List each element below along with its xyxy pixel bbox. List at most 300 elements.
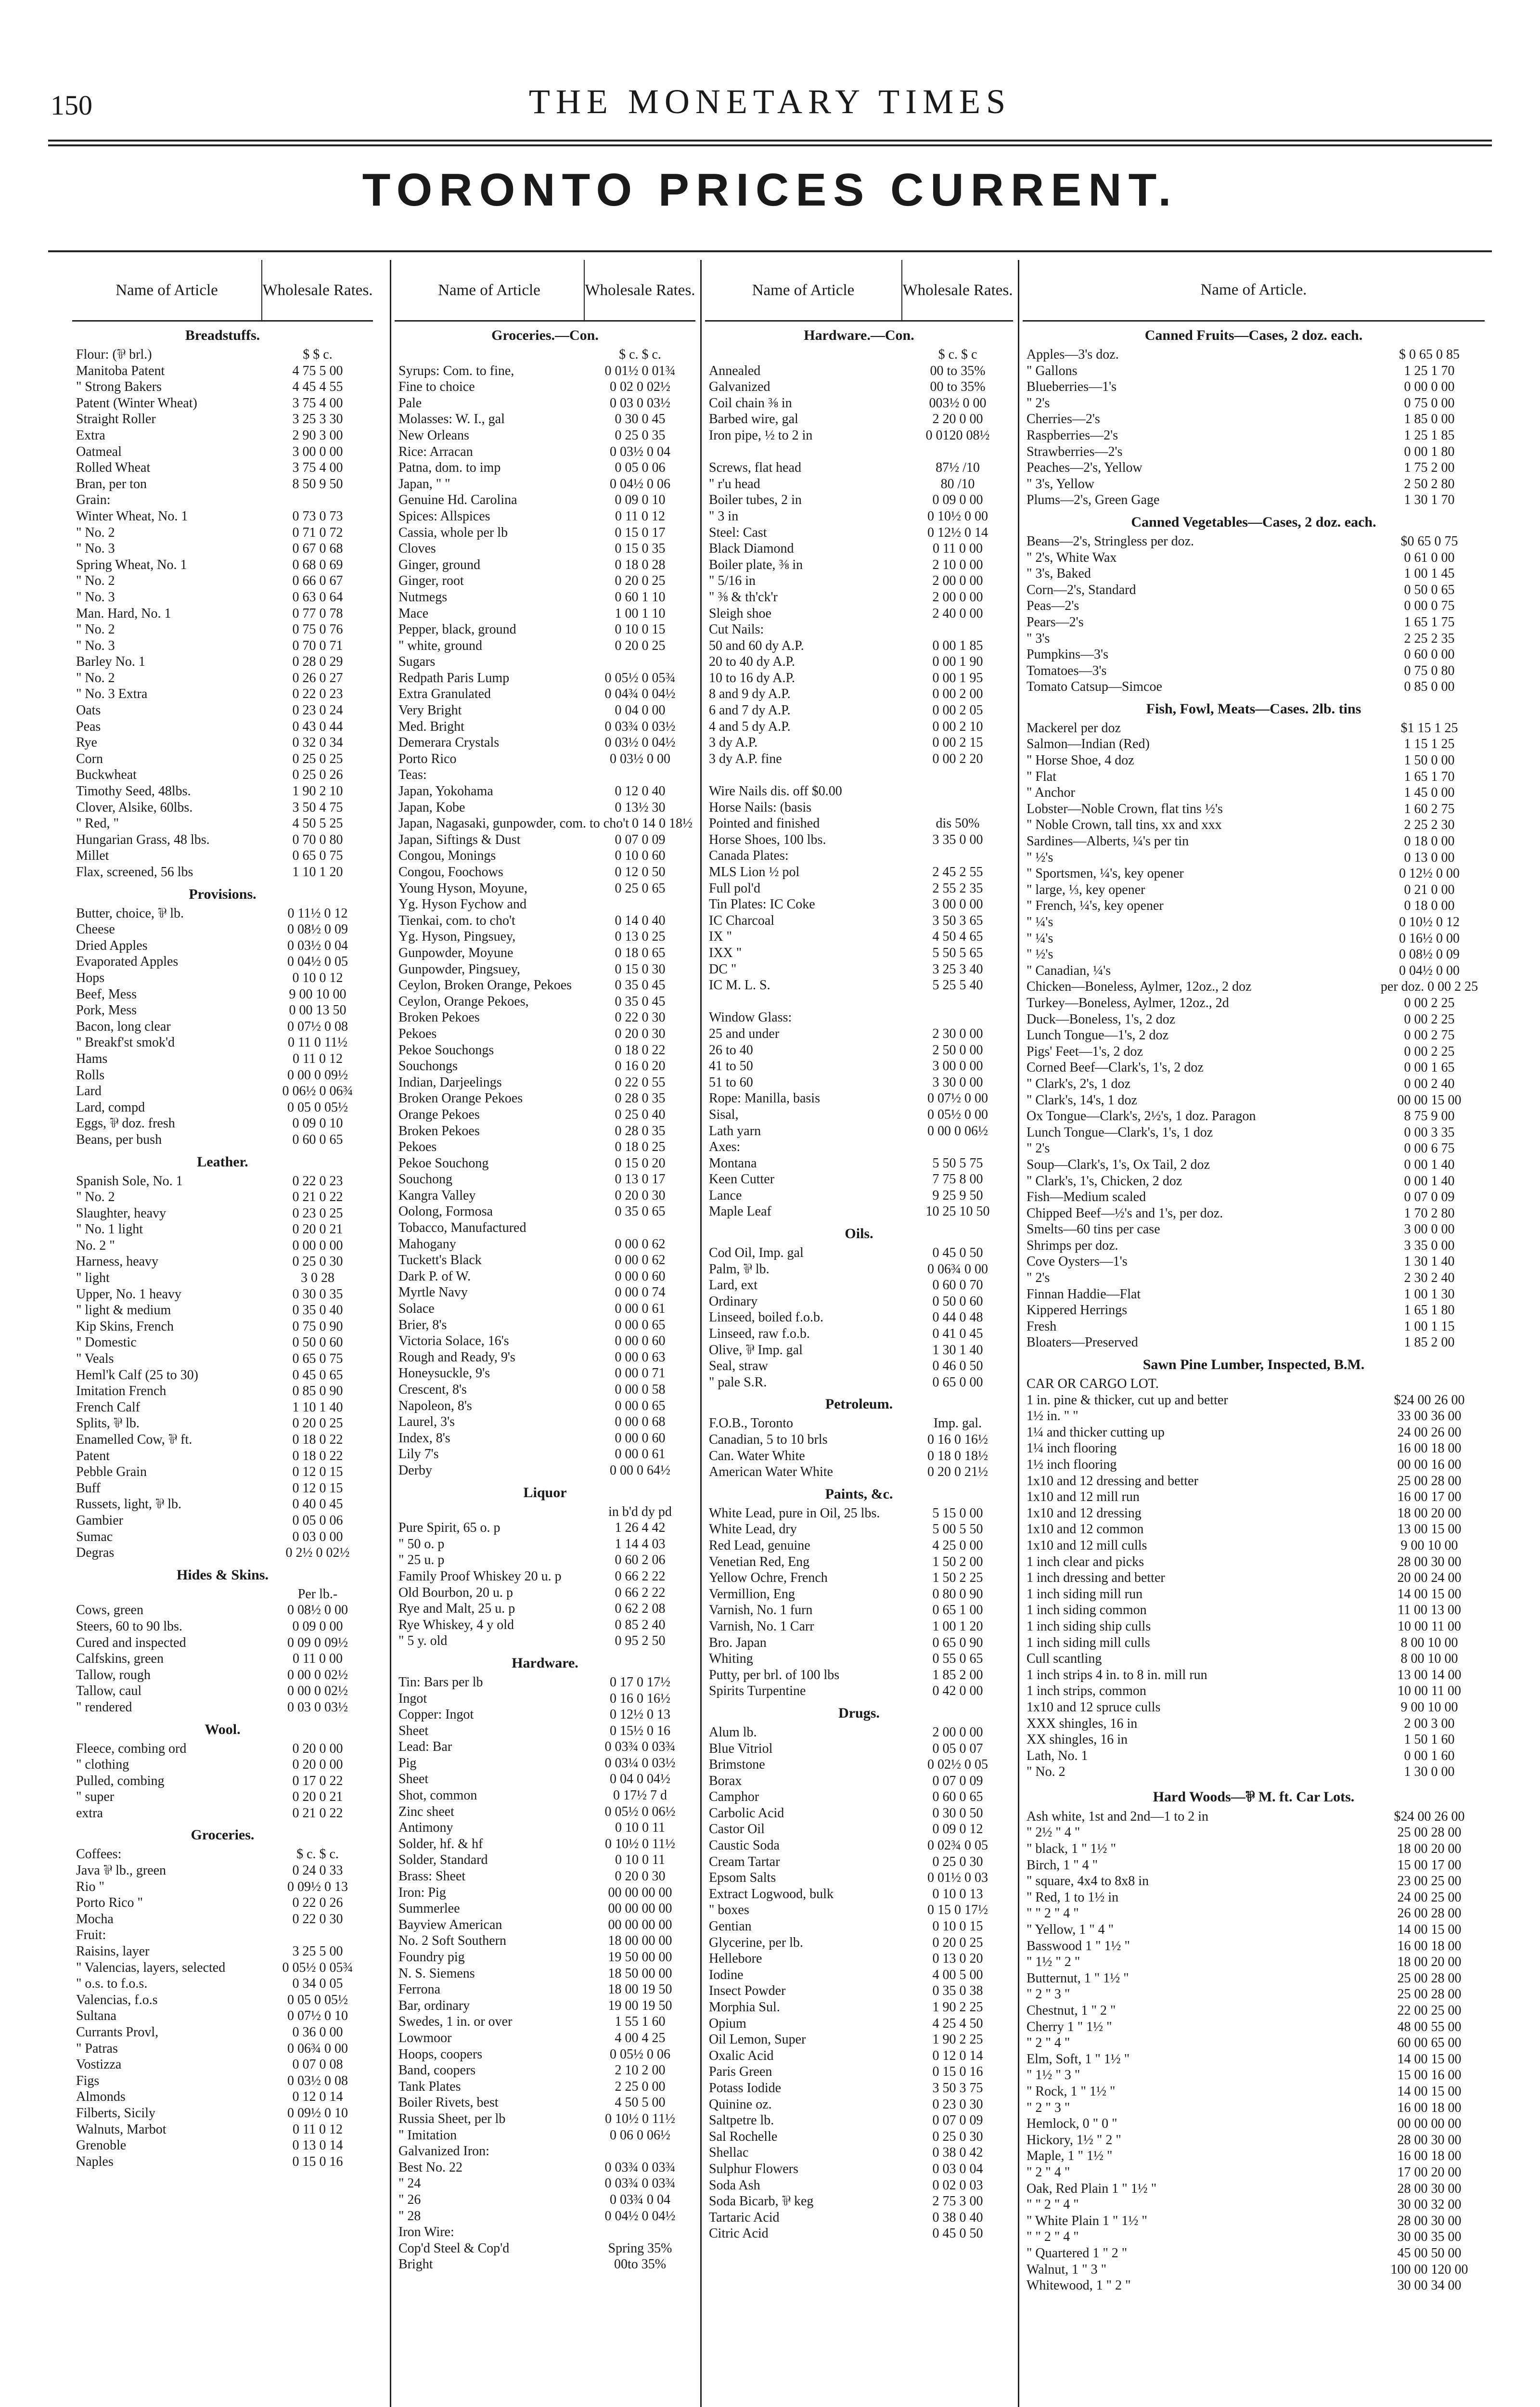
price-row [72,1773,373,1789]
price-row [1023,1319,1485,1335]
price-row [705,1983,1013,1999]
price-row [705,1309,1013,1326]
wholesale-rate: 0 41 0 45 [932,1326,983,1342]
article-name: Bar, ordinary [398,1998,470,2013]
price-row [1023,427,1485,444]
wholesale-rate: 0 34 0 05 [292,1976,343,1992]
wholesale-rate: 0 63 0 64 [292,589,343,605]
price-row [705,832,1013,848]
article-name: Linseed, boiled f.o.b. [709,1310,823,1325]
price-row [705,1724,1013,1741]
wholesale-rate: 00 00 00 00 [608,1917,672,1932]
article-name: Tienkai, com. to cho't [398,913,515,928]
price-row [705,1538,1013,1554]
wholesale-rate: 0 00 0 62 [615,1253,666,1268]
price-row [72,735,373,751]
article-name: Canada Plates: [709,848,789,864]
price-row [395,1139,695,1155]
price-row [395,1771,695,1787]
wholesale-rate: 0 03 0 03½ [610,395,670,411]
wholesale-rate: 0 15 0 30 [615,961,666,977]
column-header-rates: Wholesale Rates. [261,260,373,320]
article-name: Souchongs [398,1059,458,1074]
wholesale-rate: 1 00 1 15 [1404,1319,1455,1334]
price-row [1023,2019,1485,2035]
wholesale-rate: $ c. $ c. [619,347,661,362]
wholesale-rate: 0 15 0 17 [615,525,666,540]
price-row [705,1651,1013,1667]
wholesale-rate: 0 65 0 90 [932,1635,983,1650]
article-name: CAR OR CARGO LOT. [1027,1376,1159,1392]
article-name: Gunpowder, Moyune [398,945,513,960]
wholesale-rate: 0 00 1 85 [932,638,983,653]
price-row [705,2032,1013,2048]
price-row [72,1529,373,1545]
wholesale-rate: 0 73 0 73 [292,508,343,524]
price-row [1023,1618,1485,1635]
article-name: extra [76,1805,103,1821]
price-row [705,2129,1013,2145]
article-name: " square, 4x4 to 8x8 in [1027,1874,1149,1889]
wholesale-rate: 0 22 0 30 [615,1010,666,1025]
wholesale-rate: 33 00 36 00 [1397,1409,1462,1424]
wholesale-rate: 4 50 4 65 [932,929,983,945]
article-name: Keen Cutter [709,1172,775,1187]
article-name: Lobster—Noble Crown, flat tins ½'s [1027,801,1223,816]
article-name: Mocha [76,1911,114,1927]
article-name: " 2½ " 4 " [1027,1825,1080,1840]
price-row [395,1755,695,1772]
wholesale-rate: 0 05½ 0 05¾ [282,1960,353,1975]
article-name: Spices: Allspices [398,508,490,524]
price-row [705,1999,1013,2016]
wholesale-rate: 1 00 1 20 [932,1618,983,1634]
price-row [705,848,1013,864]
article-name: Caustic Soda [709,1838,780,1853]
article-name: Coffees: [76,1847,122,1862]
article-name: Souchong [398,1172,452,1187]
article-name: Rice: Arracan [398,444,473,459]
wholesale-rate: 0 09½ 0 10 [287,2105,348,2121]
wholesale-rate: 0 13½ 30 [615,800,666,815]
wholesale-rate: 0 12½ 0 14 [927,525,988,540]
wholesale-rate: 2 40 0 00 [932,606,983,621]
article-name: Corned Beef—Clark's, 1's, 2 doz [1027,1060,1204,1075]
price-row [72,1051,373,1067]
price-row [1023,898,1485,914]
article-name: Cut Nails: [709,622,764,637]
article-name: Tomatoes—3's [1027,663,1107,678]
price-row [705,1870,1013,1886]
wholesale-rate: 3 25 3 40 [932,961,983,977]
price-row [72,1480,373,1497]
price-row [395,2062,695,2079]
wholesale-rate: 0 00 0 09½ [287,1067,348,1083]
article-name: Full pol'd [709,880,760,896]
article-name: Manitoba Patent [76,363,165,378]
article-name: Bloaters—Preserved [1027,1335,1138,1350]
wholesale-rate: $1 15 1 25 [1400,720,1458,736]
article-name: Whiting [709,1651,753,1667]
article-name [705,444,902,460]
article-name: Honeysuckle, 9's [398,1366,490,1381]
wholesale-rate: 14 00 15 00 [1397,2083,1462,2099]
article-name: " Patras [76,2041,118,2056]
wholesale-rate: 0 04½ 0 06 [610,476,670,492]
article-name: Clover, Alsike, 60lbs. [76,800,193,815]
wholesale-rate: 8 50 9 50 [292,476,343,492]
column-header [705,260,1013,322]
wholesale-rate [585,1220,695,1236]
price-row [1023,2229,1485,2245]
wholesale-rate: 1 90 2 10 [292,784,343,799]
article-name: Rye [76,735,97,751]
article-name: " No. 3 Extra [76,686,148,702]
wholesale-rate: 0 11 0 12 [293,2122,343,2137]
price-row [705,1326,1013,1342]
wholesale-rate: 0 04 0 04½ [610,1772,670,1787]
price-row [1023,882,1485,898]
wholesale-rate: 0 2½ 0 02½ [285,1545,350,1561]
article-name: 6 and 7 dy A.P. [709,703,791,718]
article-name: Patna, dom. to imp [398,460,501,476]
article-name: Fresh [1027,1319,1057,1334]
wholesale-rate: 0 42 0 00 [932,1683,983,1699]
wholesale-rate: 0 05½ 0 06½ [604,1804,676,1819]
wholesale-rate: 1 45 0 00 [1404,785,1455,801]
wholesale-rate [902,800,1013,816]
price-row [705,1261,1013,1278]
article-name [72,1586,262,1603]
price-row [1023,833,1485,850]
price-row [72,1270,373,1286]
article-name: Broken Pekoes [398,1010,480,1025]
wholesale-rate: 0 01½ 0 01¾ [604,363,676,378]
article-name: " " 2 " 4 " [1027,1906,1079,1921]
wholesale-rate: 0 06½ 0 06¾ [282,1084,353,1099]
price-row [72,906,373,922]
price-row [72,1464,373,1480]
wholesale-rate: 3 75 4 00 [292,460,343,476]
wholesale-rate: 0 25 0 25 [292,751,343,766]
price-row [395,1414,695,1430]
article-name: Shellac [709,2145,749,2161]
article-name: Cassia, whole per lb [398,525,508,540]
wholesale-rate: 0 20 0 25 [615,638,666,653]
wholesale-rate: 0 16 0 20 [615,1059,666,1074]
article-name: " Breakf'st smok'd [76,1035,175,1050]
article-name: Varnish, No. 1 furn [709,1603,813,1618]
wholesale-rate: 0 05 0 05½ [287,1992,348,2007]
wholesale-rate: 0 65 1 00 [932,1603,983,1618]
wholesale-rate: $ c. $ c [938,347,977,362]
wholesale-rate: 0 10½ 0 11½ [605,1836,675,1851]
article-name: Peas [76,719,101,734]
article-name: Pears—2's [1027,614,1084,630]
article-name: " Horse Shoe, 4 doz [1027,753,1134,768]
price-row [705,1602,1013,1618]
article-name: Porto Rico [398,751,457,766]
article-name: Galvanized [709,379,770,395]
article-name: Palm, ⅌ lb. [709,1261,770,1277]
article-name: " Rock, 1 " 1½ " [1027,2083,1116,2099]
article-name: Family Proof Whiskey 20 u. p [398,1568,562,1584]
wholesale-rate: 0 00 1 80 [1404,444,1455,459]
article-name: Annealed [709,363,761,378]
wholesale-rate: 0 15½ 0 16 [610,1723,670,1738]
article-name: " 2 " 4 " [1027,2164,1070,2180]
wholesale-rate: 00 00 00 00 [1397,2116,1462,2132]
wholesale-rate: 0 00 1 60 [1404,1748,1455,1763]
wholesale-rate: 30 00 34 00 [1397,2278,1462,2293]
price-row [705,411,1013,427]
article-name: Rolls [76,1067,105,1083]
wholesale-rate: 1 85 2 00 [1404,1335,1455,1350]
article-name: " Yellow, 1 " 4 " [1027,1922,1114,1938]
wholesale-rate: 24 00 25 00 [1397,1889,1462,1905]
wholesale-rate: 1 50 2 25 [932,1570,983,1586]
wholesale-rate [902,783,1013,800]
price-row [72,1943,373,1960]
price-row [1023,663,1485,679]
category-heading: Canned Fruits—Cases, 2 doz. each. [1144,327,1363,343]
price-row [1023,979,1485,995]
article-name: Japan, Siftings & Dust [398,832,521,847]
article-name: Demerara Crystals [398,735,500,751]
article-name: Vostizza [76,2057,122,2072]
wholesale-rate: 19 00 19 50 [608,1998,672,2013]
article-name: F.O.B., Toronto [709,1416,793,1431]
price-row [395,2240,695,2257]
wholesale-rate: 2 50 2 80 [1404,476,1455,492]
article-name: Apples—3's doz. [1027,347,1119,362]
article-name: Mahogany [398,1236,456,1252]
article-name: 3 dy A.P. fine [709,751,782,766]
article-name: Hoops, coopers [398,2046,483,2062]
price-row [705,1139,1013,1155]
wholesale-rate: 0 04½ 0 05 [287,954,348,970]
article-name: Upper, No. 1 heavy [76,1286,181,1302]
article-name: Maple Leaf [709,1204,771,1219]
price-row [1023,1205,1485,1222]
price-row [705,1277,1013,1294]
article-name: Seal, straw [709,1359,768,1374]
article-name: Bran, per ton [76,476,147,492]
article-name: 1 inch clear and picks [1027,1554,1144,1569]
article-name: Ceylon, Orange Pekoes, [398,994,529,1009]
price-row [395,1885,695,1901]
wholesale-rate: 0 15 0 20 [615,1155,666,1171]
wholesale-rate: 0 22 0 23 [292,1173,343,1189]
article-name: " No. 2 [76,525,115,540]
wholesale-rate: 3 35 0 00 [932,832,983,847]
article-name [395,347,585,363]
price-row [395,379,695,395]
wholesale-rate: 0 12 0 40 [615,784,666,799]
title-rule [48,250,1492,252]
article-name: Barley No. 1 [76,654,145,670]
wholesale-rate: 0 00 0 60 [615,1268,666,1284]
wholesale-rate: 0 43 0 44 [292,719,343,734]
wholesale-rate: 00 00 15 00 [1397,1092,1462,1108]
wholesale-rate: 0 09 0 12 [932,1822,983,1837]
article-name: Quinine oz. [709,2096,772,2112]
article-name: " 1½ " 3 " [1027,2068,1080,2083]
article-name: Olive, ⅌ Imp. gal [709,1342,803,1358]
article-name: Citric Acid [709,2226,769,2241]
article-name: DC " [709,961,737,977]
price-row [705,654,1013,670]
article-name: Cream Tartar [709,1854,780,1869]
article-name: Japan, " " [398,476,450,492]
wholesale-rate: 2 30 2 40 [1404,1270,1455,1286]
price-row [72,2073,373,2089]
price-row [72,2105,373,2122]
price-row [1023,1938,1485,1954]
article-name: Soda Ash [709,2177,760,2193]
price-row [395,2224,695,2240]
wholesale-rate: 0 35 0 45 [615,978,666,993]
article-name: Solace [398,1301,435,1317]
article-name: Kip Skins, French [76,1319,174,1334]
running-head: THE MONETARY TIMES [528,82,1012,121]
price-row [705,1886,1013,1902]
wholesale-rate: 18 50 00 00 [608,1966,672,1981]
price-row [705,1570,1013,1586]
price-row [1023,1521,1485,1538]
price-row [395,670,695,686]
price-row [705,1667,1013,1683]
article-name: " 28 [398,2208,421,2224]
article-name: " No. 3 [76,541,115,556]
article-name: Best No. 22 [398,2160,462,2175]
article-name: Maple, 1 " 1½ " [1027,2148,1113,2164]
article-name: Rye and Malt, 25 u. p [398,1601,515,1617]
article-name: Porto Rico " [76,1895,143,1911]
wholesale-rate: 0 03½ 0 08 [287,2073,348,2088]
wholesale-rate: 0 07 0 08 [292,2057,343,2072]
wholesale-rate: 87½ /10 [936,460,980,476]
wholesale-rate: 0 00 2 25 [1404,995,1455,1010]
article-name: Lard, ext [709,1278,758,1293]
article-name: Cop'd Steel & Cop'd [398,2240,510,2256]
article-name: Ferrona [398,1982,441,1997]
article-name: Pulled, combing [76,1773,165,1788]
price-row [395,2014,695,2030]
price-row [72,670,373,686]
price-row [72,606,373,622]
article-name: " 2's, White Wax [1027,550,1117,565]
price-row [72,864,373,880]
wholesale-rate: 0 35 0 40 [292,1303,343,1318]
price-row [705,1358,1013,1374]
wholesale-rate: 2 20 0 00 [932,412,983,427]
price-row [72,702,373,719]
wholesale-rate: 0 18 0 65 [615,945,666,960]
price-row [72,1302,373,1319]
price-row [705,1074,1013,1091]
wholesale-rate: 0 21 0 00 [1404,882,1455,897]
wholesale-rate: 0 13 0 25 [615,929,666,945]
wholesale-rate: 0 38 0 42 [932,2145,983,2161]
article-name: Peaches—2's, Yellow [1027,460,1142,476]
wholesale-rate: 1 00 1 30 [1404,1286,1455,1302]
wholesale-rate: 0 67 0 68 [292,541,343,556]
wholesale-rate: 4 50 5 00 [615,2095,666,2110]
price-row [395,1074,695,1091]
wholesale-rate: 0 20 0 30 [615,1026,666,1041]
article-name: No. 2 " [76,1238,115,1253]
price-row [705,1618,1013,1635]
price-row [705,2016,1013,2032]
price-row [1023,1922,1485,1938]
wholesale-rate: in b'd dy pd [608,1504,672,1519]
article-name: 1 inch siding mill run [1027,1586,1143,1602]
price-row [72,2154,373,2170]
price-row [705,1245,1013,1261]
wholesale-rate: 0 20 0 25 [292,1416,343,1431]
article-name: " ½'s [1027,850,1053,865]
price-row [395,1633,695,1649]
price-row [72,347,373,363]
article-name: Spirits Turpentine [709,1683,806,1699]
wholesale-rate: 0 11 0 00 [933,541,983,556]
price-row [705,1521,1013,1538]
article-name: Can. Water White [709,1448,805,1463]
price-row [72,1683,373,1699]
article-name: Millet [76,848,109,864]
price-row [72,1618,373,1635]
article-name: New Orleans [398,427,469,443]
wholesale-rate: 3 25 5 00 [292,1944,343,1959]
wholesale-rate: 0 09 0 09½ [287,1635,348,1650]
wholesale-rate: $ 0 65 0 85 [1399,347,1460,362]
price-row [705,589,1013,606]
article-name: " 2 " 3 " [1027,2100,1070,2115]
wholesale-rate [902,848,1013,864]
article-name: " 1½ " 2 " [1027,1954,1080,1970]
price-row [395,1552,695,1568]
wholesale-rate: 0 68 0 69 [292,557,343,572]
wholesale-rate: 0 35 0 38 [932,1983,983,1999]
article-name: Montana [709,1155,757,1171]
wholesale-rate: 0 20 0 25 [615,573,666,589]
article-name: " ¼'s [1027,915,1053,930]
wholesale-rate: 0 07 0 09 [615,832,666,847]
price-row [705,1854,1013,1870]
wholesale-rate [902,444,1013,460]
price-row [72,1035,373,1051]
price-row [72,541,373,557]
wholesale-rate [585,2143,695,2160]
article-name: Alum lb. [709,1724,757,1740]
article-name: Spring Wheat, No. 1 [76,557,187,572]
article-name: Iron pipe, ½ to 2 in [709,427,813,443]
article-name: Cloves [398,541,436,556]
wholesale-rate: 2 50 0 00 [932,1042,983,1058]
wholesale-rate: 0 00 0 58 [615,1382,666,1397]
article-name: Lunch Tongue—Clark's, 1's, 1 doz [1027,1125,1213,1140]
wholesale-rate: 0 13 0 00 [1404,850,1455,865]
article-name: 20 to 40 dy A.P. [709,654,795,670]
price-row [72,2122,373,2138]
price-row [1023,1254,1485,1270]
article-name: Sugars [398,654,436,670]
article-name: Pekoes [398,1139,437,1155]
wholesale-rate: 0 60 0 00 [1404,647,1455,662]
article-name: Cull scantling [1027,1651,1102,1667]
price-row [705,573,1013,589]
